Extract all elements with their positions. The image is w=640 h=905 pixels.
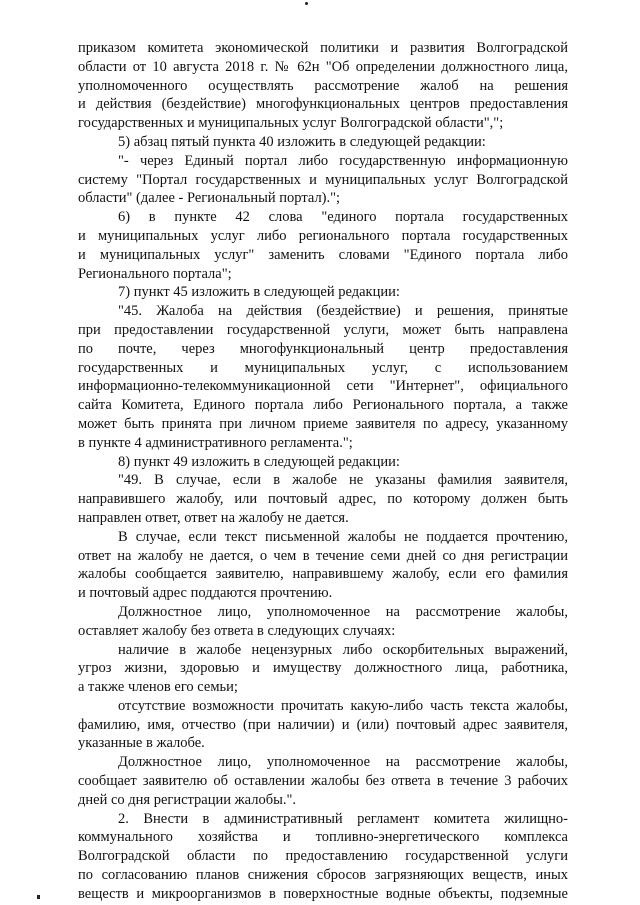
text-line: в пункте 4 административного регламента."; xyxy=(78,434,353,451)
text-line: сайта Комитета, Единого портала либо Регионального портала, а также xyxy=(78,397,568,414)
text-line: оставляет жалобу без ответа в следующих случаях: xyxy=(78,622,396,639)
scan-mark-top xyxy=(305,2,308,5)
text-line: направлен ответ, ответ на жалобу не дается. xyxy=(78,509,349,526)
text-line: по почте, через многофункциональный центр предоставления xyxy=(78,340,568,357)
text-line: 7) пункт 45 изложить в следующей редакции: xyxy=(118,284,400,301)
text-line: 6) в пункте 42 слова "единого портала государственных xyxy=(118,209,568,226)
text-line: жалобы сообщается заявителю, направившему жалобу, если его фамилия xyxy=(78,566,568,583)
text-line: фамилию, имя, отчество (при наличии) и (или) почтовый адрес заявителя, xyxy=(78,716,568,733)
text-line: может быть принята при личном приеме заявителя по адресу, указанному xyxy=(78,415,568,432)
text-line: указанные в жалобе. xyxy=(78,735,205,752)
text-line: 8) пункт 49 изложить в следующей редакции: xyxy=(118,453,400,470)
text-line: и действия (бездействие) многофункциональных центров предоставления xyxy=(78,96,568,113)
text-line: коммунального хозяйства и топливно-энергетического комплекса xyxy=(78,829,568,846)
text-line: и муниципальных услуг либо регионального портала государственных xyxy=(78,227,568,244)
text-line: приказом комитета экономической политики и развития Волгоградской xyxy=(78,40,568,56)
text-line: по согласованию планов снижения сбросов загрязняющих веществ, иных xyxy=(78,867,568,884)
text-line: отсутствие возможности прочитать какую-либо часть текста жалобы, xyxy=(118,697,568,714)
document-body xyxy=(78,39,568,904)
text-line: и почтовый адрес поддаются прочтению. xyxy=(78,585,333,602)
text-line: а также членов его семьи; xyxy=(78,679,238,696)
scan-mark-bottom xyxy=(37,895,40,899)
text-line: сообщает заявителю об оставлении жалобы без ответа в течение 3 рабочих xyxy=(78,773,568,790)
text-line: наличие в жалобе нецензурных либо оскорбительных выражений, xyxy=(118,641,568,658)
text-line: направившего жалобу, или почтовый адрес, по которому должен быть xyxy=(78,491,568,508)
text-line: веществ и микроорганизмов в поверхностные водные объекты, подземные xyxy=(78,885,568,902)
text-line: ответ на жалобу не дается, о чем в течение семи дней со дня регистрации xyxy=(78,547,568,564)
text-line: "- через Единый портал либо государственную информационную xyxy=(118,152,568,169)
text-line: информационно-телекоммуникационной сети "Интернет", официального xyxy=(78,378,568,395)
text-line: систему "Портал государственных и муниципальных услуг Волгоградской xyxy=(78,171,568,188)
text-line: угроз жизни, здоровью и имуществу должностного лица, работника, xyxy=(78,660,568,677)
text-line: и муниципальных услуг" заменить словами "Единого портала либо xyxy=(78,246,568,263)
text-line: государственных и муниципальных услуг, с использованием xyxy=(78,359,568,376)
text-line: области от 10 августа 2018 г. № 62н "Об определении должностного лица, xyxy=(78,58,568,75)
text-line: "49. В случае, если в жалобе не указаны фамилия заявителя, xyxy=(118,472,568,489)
text-line: В случае, если текст письменной жалобы не поддается прочтению, xyxy=(118,528,568,545)
text-line: 5) абзац пятый пункта 40 изложить в следующей редакции: xyxy=(118,133,486,150)
text-line: Должностное лицо, уполномоченное на рассмотрение жалобы, xyxy=(118,754,568,771)
text-line: государственных и муниципальных услуг Волгоградской области","; xyxy=(78,115,504,132)
text-line: Должностное лицо, уполномоченное на рассмотрение жалобы, xyxy=(118,603,568,620)
text-line: Регионального портала"; xyxy=(78,265,232,282)
text-line: при предоставлении государственной услуги, может быть направлена xyxy=(78,321,568,338)
text-line: дней со дня регистрации жалобы.". xyxy=(78,791,296,808)
text-line: Волгоградской области по предоставлению государственной услуги xyxy=(78,848,568,865)
text-line: области" (далее - Региональный портал)."; xyxy=(78,190,341,207)
text-line: уполномоченного осуществлять рассмотрение жалоб на решения xyxy=(78,77,568,94)
text-line: "45. Жалоба на действия (бездействие) и решения, принятые xyxy=(118,303,568,320)
text-line: 2. Внести в административный регламент комитета жилищно- xyxy=(118,810,568,827)
